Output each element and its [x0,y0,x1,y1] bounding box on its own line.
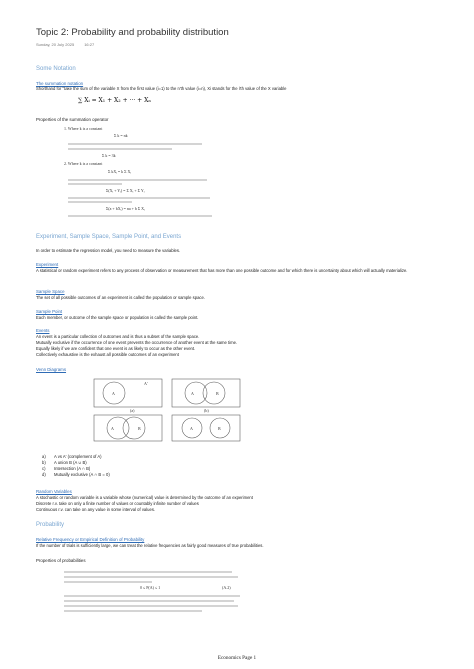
page-date: Sunday, 20 July 2025 [36,42,75,47]
svg-text:A': A' [144,381,148,386]
properties-summation-heading: Properties of the summation operator [36,117,109,122]
svg-text:B: B [216,391,219,396]
venn-diagrams-image [92,375,242,445]
list-item: d) Mutually exclusive (A ∩ B = 0) [42,472,110,477]
svg-text:A: A [112,391,115,396]
svg-text:A: A [191,391,194,396]
list-item: c) Intersection (A ∩ B) [42,466,91,471]
page-datetime [36,42,94,47]
random-variables-line-3: Continuous r.v. can take on any value in some interval of values. [36,507,156,512]
summation-properties-image [62,124,232,220]
section-heading-experiment: Experiment, Sample Space, Sample Point, and Events [36,234,182,240]
svg-text:Σ(a + bXᵢ) = na + b Σ Xᵢ: Σ(a + bXᵢ) = na + b Σ Xᵢ [106,206,145,211]
svg-text:(b): (b) [204,408,209,413]
random-variables-line-2: Discrete r.v. take on only a finite number of values or countably infinite number of values [36,501,199,506]
svg-text:Σ(Xᵢ + Yᵢ) = Σ Xᵢ + Σ Yᵢ: Σ(Xᵢ + Yᵢ) = Σ Xᵢ + Σ Yᵢ [106,188,145,193]
svg-text:Σ k = nk: Σ k = nk [114,133,128,138]
relative-frequency-text: If the number of trials is sufficiently large, we can treat the relative frequencies as fairly good measures of true probabilities. [36,543,264,548]
svg-text:Σ kXᵢ = k Σ Xᵢ: Σ kXᵢ = k Σ Xᵢ [108,169,131,174]
svg-text:2. Where k is a constant: 2. Where k is a constant [64,161,103,166]
sample-space-heading: Sample Space [36,289,65,294]
events-heading: Events [36,328,50,333]
svg-text:1. Where k is a constant: 1. Where k is a constant [64,126,103,131]
experiment-heading: Experiment [36,262,59,267]
probability-properties-image [62,568,242,614]
summation-text: Shorthand for "take the sum of the variable X from the first value (i=1) to the n'th value (i=n), Xi stands for the i'th value of the X variable [36,86,287,91]
sample-point-heading: Sample Point [36,309,63,314]
list-item: b) A union B (A ∪ B) [42,460,87,465]
section-heading-notation: Some Notation [36,66,76,72]
summation-formula: ∑ Xᵢ = X₁ + X₂ + ··· + Xₙ [78,97,151,104]
svg-text:A: A [190,426,193,431]
svg-text:(A.2): (A.2) [222,585,231,590]
venn-heading: Venn Diagrams [36,367,67,372]
svg-text:B: B [138,426,141,431]
events-line-1: An event is a particular collection of outcomes and is thus a subset of the sample space. [36,334,200,339]
summation-heading: The summation notation [36,81,84,86]
svg-text:Σ k = 3k: Σ k = 3k [102,153,116,158]
experiment-intro: In order to estimate the regression model, you need to measure the variables. [36,248,181,253]
svg-text:B: B [218,426,221,431]
section-heading-probability: Probability [36,522,65,528]
svg-text:A: A [111,426,114,431]
page-footer: Economics Page 1 [217,655,257,661]
svg-text:0 ≤ P(A) ≤ 1: 0 ≤ P(A) ≤ 1 [140,585,161,590]
venn-list [36,454,110,478]
page-title: Topic 2: Probability and probability distribution [36,27,229,38]
properties-probabilities-heading: Properties of probabilities [36,558,86,563]
random-variables-line-1: A stochastic or random variable is a variable whose (numerical) value is determined by the outcome of an experiment [36,495,253,500]
relative-frequency-heading: Relative Frequency or Empirical Definition of Probability [36,537,145,542]
list-item: a) A vs A' (complement of A) [42,454,102,459]
events-line-3: Equally likely if we are confident that one event is as likely to occur as the other event. [36,346,196,351]
sample-space-text: The set of all possible outcomes of an experiment is called the population or sample space. [36,295,205,300]
svg-text:(a): (a) [130,408,135,413]
events-line-2: Mutually exclusive if the occurrence of one event prevents the occurrence of another event at the same time. [36,340,238,345]
experiment-text: A statistical or random experiment refers to any process of observation or measurement that has more than one possible outcome and for which there is uncertainty about which will actually materialize. [36,268,408,273]
random-variables-heading: Random Variables [36,489,72,494]
sample-point-text: Each member, or outcome of the sample space or population is called the sample point. [36,315,199,320]
page-time: 16:27 [84,42,95,47]
events-line-4: Collectively exhaustive is the exhaust all possible outcomes of an experiment [36,352,179,357]
